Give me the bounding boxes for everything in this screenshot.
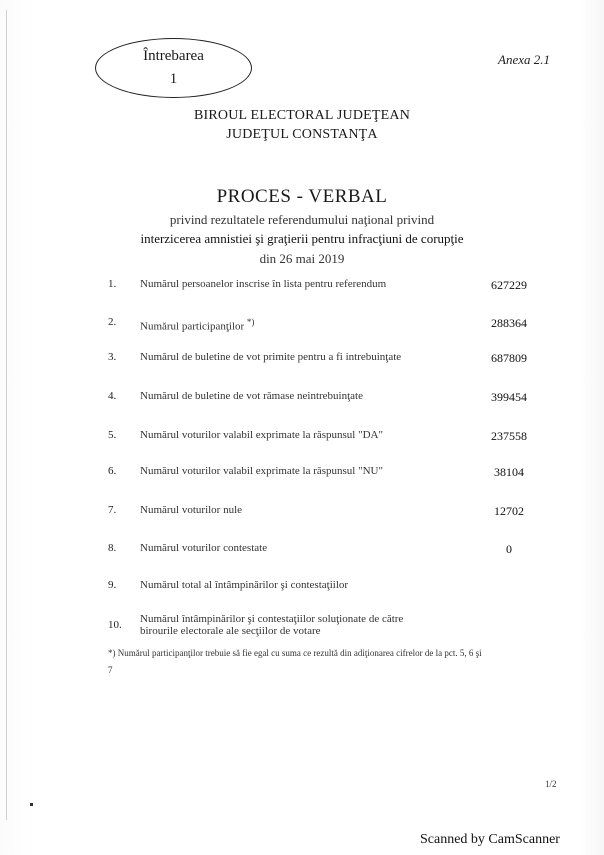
document-subtitle-2: interzicerea amnistiei şi graţierii pentru infracţiuni de corupţie — [140, 231, 464, 246]
row-number: 7. — [108, 504, 117, 516]
row-label: Numărul persoanelor inscrise în lista pentru referendum — [140, 278, 387, 290]
annex-label: Anexa 2.1 — [498, 52, 550, 67]
row-number: 6. — [108, 465, 117, 477]
question-number: 1 — [169, 71, 178, 87]
document-date: din 26 mai 2019 — [259, 251, 345, 266]
institution-line-1: BIROUL ELECTORAL JUDEŢEAN — [193, 108, 411, 123]
result-row — [0, 316, 604, 346]
row-value: 38104 — [494, 465, 524, 479]
row-value: 687809 — [491, 351, 527, 365]
result-row — [0, 278, 604, 308]
row-number: 10. — [108, 619, 122, 631]
result-row — [0, 390, 604, 420]
row-number: 3. — [108, 351, 117, 363]
question-oval — [95, 38, 252, 98]
result-row — [0, 504, 604, 534]
scanner-watermark: Scanned by CamScanner — [420, 832, 560, 847]
row-label: Numărul voturilor valabil exprimate la răspunsul "DA" — [140, 429, 383, 441]
row-label: Numărul voturilor contestate — [140, 542, 268, 554]
row-label: Numărul voturilor valabil exprimate la răspunsul "NU" — [140, 465, 383, 477]
footnote-mark: *) — [246, 317, 255, 327]
row-number: 1. — [108, 278, 117, 290]
row-number: 8. — [108, 542, 117, 554]
result-row — [0, 613, 604, 643]
row-label: Numărul întâmpinărilor şi contestaţiilor soluţionate de către birourile electorale ale secţiilor de votare — [140, 613, 404, 637]
institution-line-2: JUDEŢUL CONSTANŢA — [226, 127, 378, 142]
page-number: 1/2 — [545, 779, 557, 789]
row-label: Numărul participanţilor — [140, 320, 245, 333]
footnote: *) Numărul participanţilor trebuie să fie egal cu suma ce rezultă din adiţionarea cifrelor de la pct. 5, 6 şi 7 — [108, 648, 482, 675]
row-value: 399454 — [491, 390, 527, 404]
question-label: Întrebarea — [143, 48, 204, 64]
result-row — [0, 579, 604, 609]
row-label: Numărul voturilor nule — [140, 504, 243, 516]
row-value: 0 — [506, 542, 512, 556]
row-label: Numărul de buletine de vot primite pentru a fi intrebuinţate — [140, 351, 402, 363]
result-row — [0, 542, 604, 572]
row-number: 5. — [108, 429, 117, 441]
document-subtitle-1: privind rezultatele referendumului naţional privind — [169, 212, 435, 227]
row-value: 12702 — [494, 504, 524, 518]
row-label: Numărul total al întâmpinărilor şi contestaţiilor — [140, 579, 349, 591]
row-number: 2. — [108, 316, 117, 328]
document-title: PROCES - VERBAL — [216, 186, 388, 207]
result-row — [0, 465, 604, 495]
row-value: 627229 — [491, 278, 527, 292]
row-value: 237558 — [491, 429, 527, 443]
row-number: 9. — [108, 579, 117, 591]
scan-speck — [30, 803, 33, 806]
result-row — [0, 351, 604, 381]
row-value: 288364 — [491, 316, 527, 330]
row-label-wrapper — [140, 316, 470, 333]
result-row — [0, 429, 604, 459]
row-label: Numărul de buletine de vot rămase neintrebuinţate — [140, 390, 363, 402]
row-number: 4. — [108, 390, 117, 402]
